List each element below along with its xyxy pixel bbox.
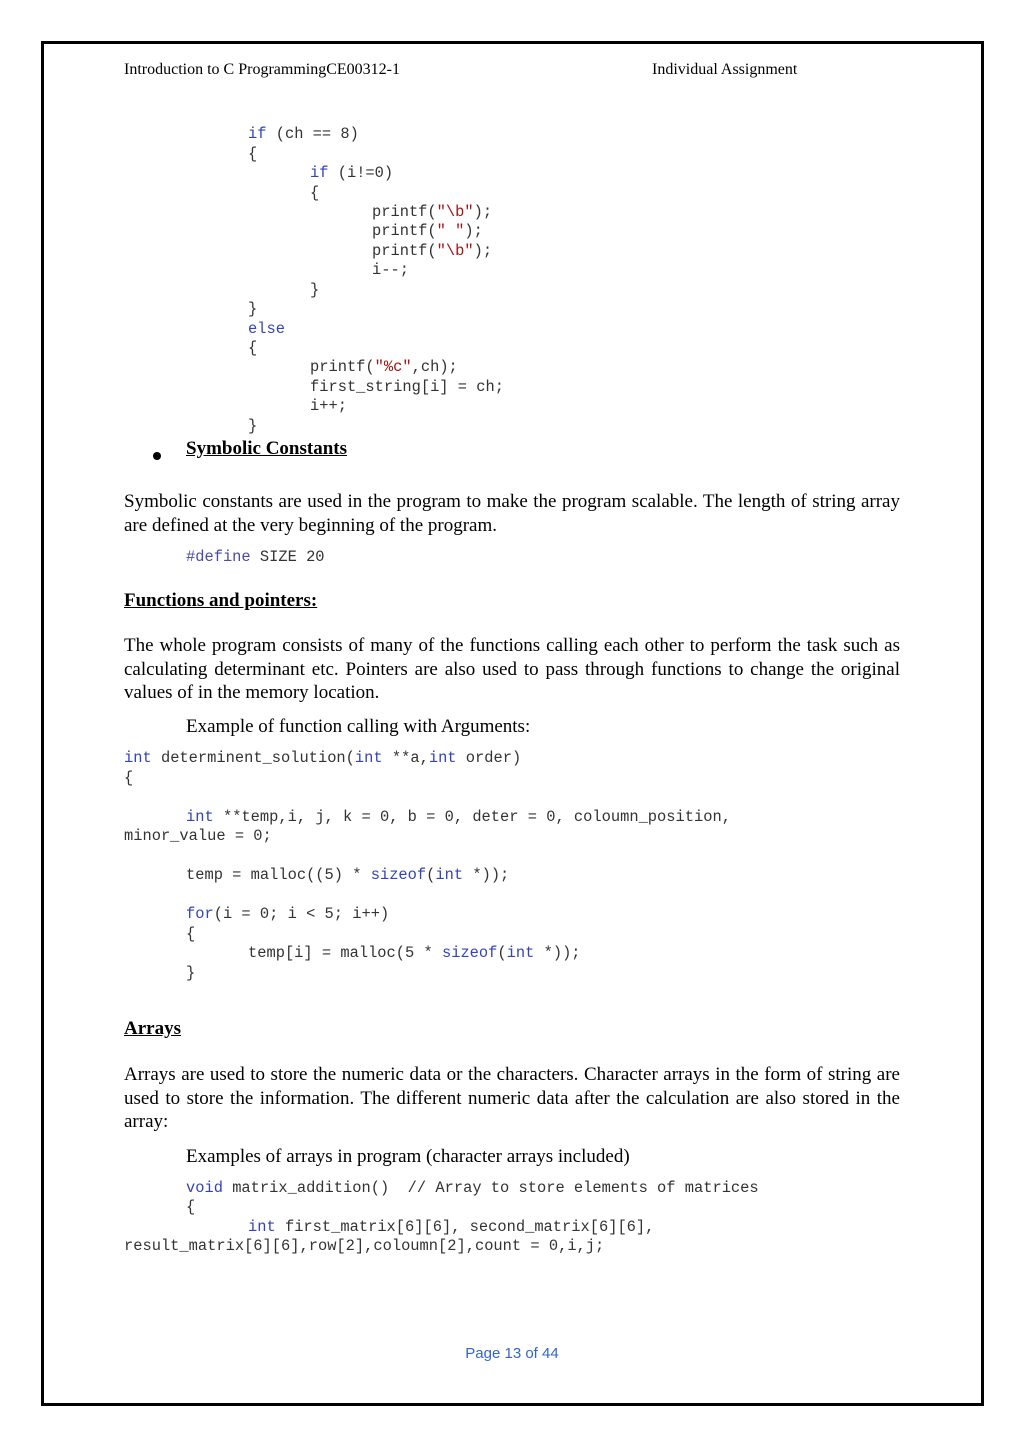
code-line	[186, 1179, 759, 1199]
code-text: *));	[463, 866, 510, 884]
code-line	[248, 125, 359, 145]
code-line	[186, 905, 389, 925]
code-string: " "	[436, 222, 465, 240]
code-text: temp[i] = malloc(5 *	[248, 944, 442, 962]
code-line	[248, 1218, 654, 1238]
paragraph-arrays: Arrays are used to store the numeric data or the characters. Character arrays in the form of string are used to store the information. The different numeric data after the calculation are also stored in the array:	[124, 1064, 900, 1132]
code-line: {	[310, 184, 320, 202]
code-keyword: for	[186, 905, 214, 923]
code-keyword: int	[428, 749, 457, 767]
code-line-define	[186, 548, 325, 568]
code-text: temp = malloc((5) *	[186, 866, 371, 884]
code-text: order)	[456, 749, 522, 767]
section-heading-functions-pointers: Functions and pointers:	[124, 590, 318, 611]
code-string: "%c"	[374, 358, 412, 376]
code-text: SIZE 20	[250, 548, 325, 566]
code-preprocessor: #define	[186, 548, 251, 566]
code-text: ,ch);	[411, 358, 458, 376]
code-line	[372, 203, 492, 223]
code-keyword: sizeof	[370, 866, 427, 884]
code-line: }	[248, 300, 258, 318]
code-line: result_matrix[6][6],row[2],coloumn[2],count = 0,i,j;	[124, 1237, 605, 1255]
code-keyword: if	[248, 125, 267, 143]
code-line: }	[186, 964, 196, 982]
code-line	[372, 222, 483, 242]
code-text: **a,	[382, 749, 429, 767]
code-text: printf(	[310, 358, 375, 376]
code-line	[248, 944, 581, 964]
code-keyword: int	[248, 1218, 276, 1236]
header-course-title: Introduction to C ProgrammingCE00312-1	[124, 61, 400, 78]
code-line: i++;	[310, 397, 347, 415]
code-text: printf(	[372, 203, 437, 221]
code-line	[186, 808, 731, 828]
code-line: }	[310, 281, 320, 299]
code-keyword: if	[310, 164, 329, 182]
code-line: {	[248, 145, 258, 163]
code-text: first_matrix[6][6], second_matrix[6][6],	[275, 1218, 655, 1236]
code-line	[372, 242, 492, 262]
code-string: "\b"	[436, 203, 474, 221]
code-text: determinent_solution(	[151, 749, 355, 767]
code-keyword: int	[186, 808, 214, 826]
code-text: (	[497, 944, 507, 962]
code-text: matrix_addition() // Array to store elements of matrices	[222, 1179, 759, 1197]
code-line	[310, 358, 458, 378]
code-text: (	[426, 866, 436, 884]
code-line	[124, 749, 521, 769]
code-text: *));	[534, 944, 581, 962]
header-assignment-type: Individual Assignment	[652, 61, 798, 78]
code-line	[310, 164, 393, 184]
example-caption-functions: Example of function calling with Arguments:	[186, 716, 531, 737]
code-line: {	[186, 1198, 196, 1216]
code-line: {	[124, 769, 134, 787]
code-line: {	[248, 339, 258, 357]
code-text: (ch == 8)	[266, 125, 359, 143]
code-text: (i = 0; i < 5; i++)	[213, 905, 390, 923]
code-keyword: int	[124, 749, 152, 767]
section-heading-symbolic-constants: Symbolic Constants	[186, 438, 347, 459]
code-line: {	[186, 925, 196, 943]
code-text: **temp,i, j, k = 0, b = 0, deter = 0, coloumn_position,	[213, 808, 731, 826]
page-number: Page 13 of 44	[465, 1345, 559, 1362]
code-line: }	[248, 417, 258, 435]
code-text: );	[473, 203, 493, 221]
section-heading-arrays: Arrays	[124, 1018, 181, 1039]
code-line	[248, 320, 285, 340]
bullet-icon	[153, 452, 161, 460]
code-keyword: void	[186, 1179, 223, 1197]
example-caption-arrays: Examples of arrays in program (character arrays included)	[186, 1146, 630, 1167]
code-text: printf(	[372, 242, 437, 260]
code-keyword: sizeof	[441, 944, 498, 962]
code-line: minor_value = 0;	[124, 827, 272, 845]
code-text: printf(	[372, 222, 437, 240]
code-line	[186, 866, 509, 886]
code-line: i--;	[372, 261, 409, 279]
paragraph-functions-pointers: The whole program consists of many of the functions calling each other to perform the task such as calculating determinant etc. Pointers are also used to pass through functions to change the original values of in the memory location.	[124, 635, 900, 703]
code-keyword: int	[506, 944, 535, 962]
code-text: );	[464, 222, 483, 240]
code-line: first_string[i] = ch;	[310, 378, 504, 396]
code-keyword: else	[248, 320, 285, 338]
code-text: );	[473, 242, 493, 260]
paragraph-symbolic-constants: Symbolic constants are used in the program to make the program scalable. The length of string array are defined at the very beginning of the program.	[124, 491, 900, 536]
code-text: (i!=0)	[328, 164, 394, 182]
code-keyword: int	[354, 749, 383, 767]
code-keyword: int	[435, 866, 464, 884]
code-string: "\b"	[436, 242, 474, 260]
